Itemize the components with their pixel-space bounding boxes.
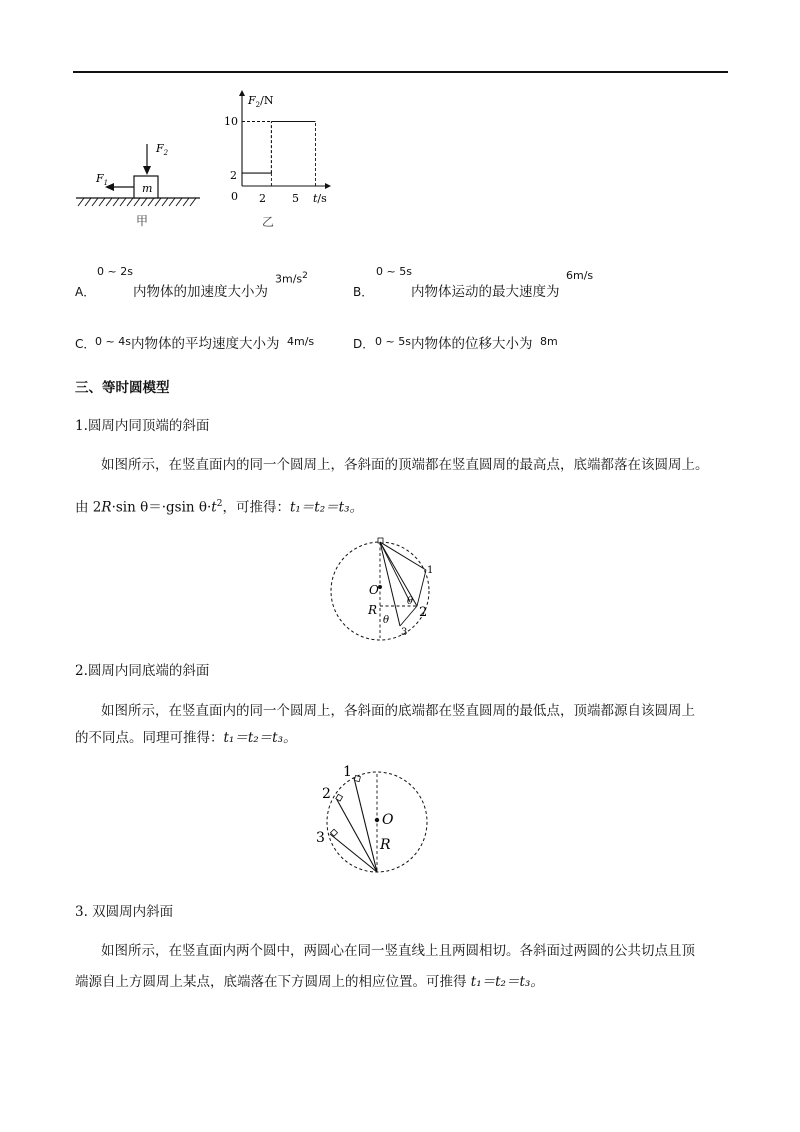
option-c-text: 内物体的平均速度大小为 <box>131 336 280 352</box>
sub3-para-line1: 如图所示，在竖直面内两个圆中，两圆心在同一竖直线上且两圆相切。各斜面过两圆的公共切点且顶 <box>101 943 695 959</box>
x-tick-0: 0 <box>231 190 238 203</box>
d2-label-2: 2 <box>322 786 331 802</box>
diagram-same-top <box>330 532 440 642</box>
x-tick-5: 5 <box>292 192 299 205</box>
diagram-same-bottom <box>312 762 442 880</box>
f2-label: $F_2$ <box>156 142 169 157</box>
option-a <box>75 282 95 302</box>
option-a-letter: A． <box>75 285 96 299</box>
sub1-para-line2: 由 2R·sin θ＝·gsin $\theta\cdot t^2$，可推得：t₁＝t₂＝t₃。 <box>75 499 363 516</box>
option-d-text: 内物体的位移大小为 <box>411 336 533 352</box>
y-axis-title: $F_2/N$ <box>248 94 274 109</box>
option-c-value: 4m/s <box>287 335 315 348</box>
top-rule <box>73 71 728 73</box>
option-d-letter: D． <box>353 337 375 351</box>
sub2-para-line1: 如图所示，在竖直面内的同一个圆周上，各斜面的底端都在竖直圆周的最低点，顶端都源自该圆周上 <box>101 703 695 719</box>
figure-jia <box>68 130 208 230</box>
option-b <box>353 282 373 302</box>
option-b-value: 6m/s <box>566 269 594 282</box>
d2-label-1: 1 <box>343 764 352 780</box>
x-tick-2: 2 <box>259 192 266 205</box>
d1-theta1-label: θ <box>407 596 414 607</box>
figure-yi-chart <box>222 88 342 233</box>
option-b-range: 0 ~ 5s <box>376 265 412 278</box>
d2-R-label: R <box>380 837 391 853</box>
section-heading: 三、等时圆模型 <box>75 380 170 396</box>
d1-label-2: 2 <box>419 605 428 620</box>
y-tick-10: 10 <box>224 115 238 128</box>
x-axis-title: t/s <box>313 192 327 205</box>
sub3-title: 3. 双圆周内斜面 <box>75 904 174 920</box>
d2-label-3: 3 <box>316 830 325 846</box>
sub2-title: 2.圆周内同底端的斜面 <box>75 663 210 679</box>
option-c <box>75 334 95 354</box>
d1-theta2-label: θ <box>383 615 390 626</box>
option-a-range: 0 ~ 2s <box>97 265 133 278</box>
sub2-para-line2: 的不同点。同理可推得：t₁＝t₂＝t₃。 <box>75 730 297 746</box>
d1-label-3: 3 <box>401 627 408 638</box>
caption-yi: 乙 <box>262 215 275 229</box>
d1-O-label: O <box>369 583 379 597</box>
option-a-value: $3m/s^2$ <box>275 271 308 286</box>
option-c-range: 0 ~ 4s <box>95 335 131 348</box>
f1-label: $F_1$ <box>96 172 109 187</box>
option-a-text: 内物体的加速度大小为 <box>133 284 268 300</box>
sub1-para-line1: 如图所示，在竖直面内的同一个圆周上，各斜面的顶端都在竖直圆周的最高点，底端都落在该圆周上。 <box>101 457 709 473</box>
caption-jia: 甲 <box>136 214 149 228</box>
sub3-para-line2: 端源自上方圆周上某点，底端落在下方圆周上的相应位置。可推得 t₁＝t₂＝t₃。 <box>75 974 544 990</box>
mass-label: m <box>142 182 153 195</box>
option-d <box>353 334 374 354</box>
y-tick-2: 2 <box>230 169 237 182</box>
sub1-title: 1.圆周内同顶端的斜面 <box>75 418 210 434</box>
option-d-range: 0 ~ 5s <box>375 335 411 348</box>
option-c-letter: C． <box>75 337 96 351</box>
d2-O-label: O <box>382 812 394 828</box>
option-b-letter: B． <box>353 285 374 299</box>
d1-R-label: R <box>368 603 378 617</box>
d1-label-1: 1 <box>427 565 434 576</box>
option-d-value: 8m <box>540 335 558 348</box>
option-b-text: 内物体运动的最大速度为 <box>411 284 560 300</box>
